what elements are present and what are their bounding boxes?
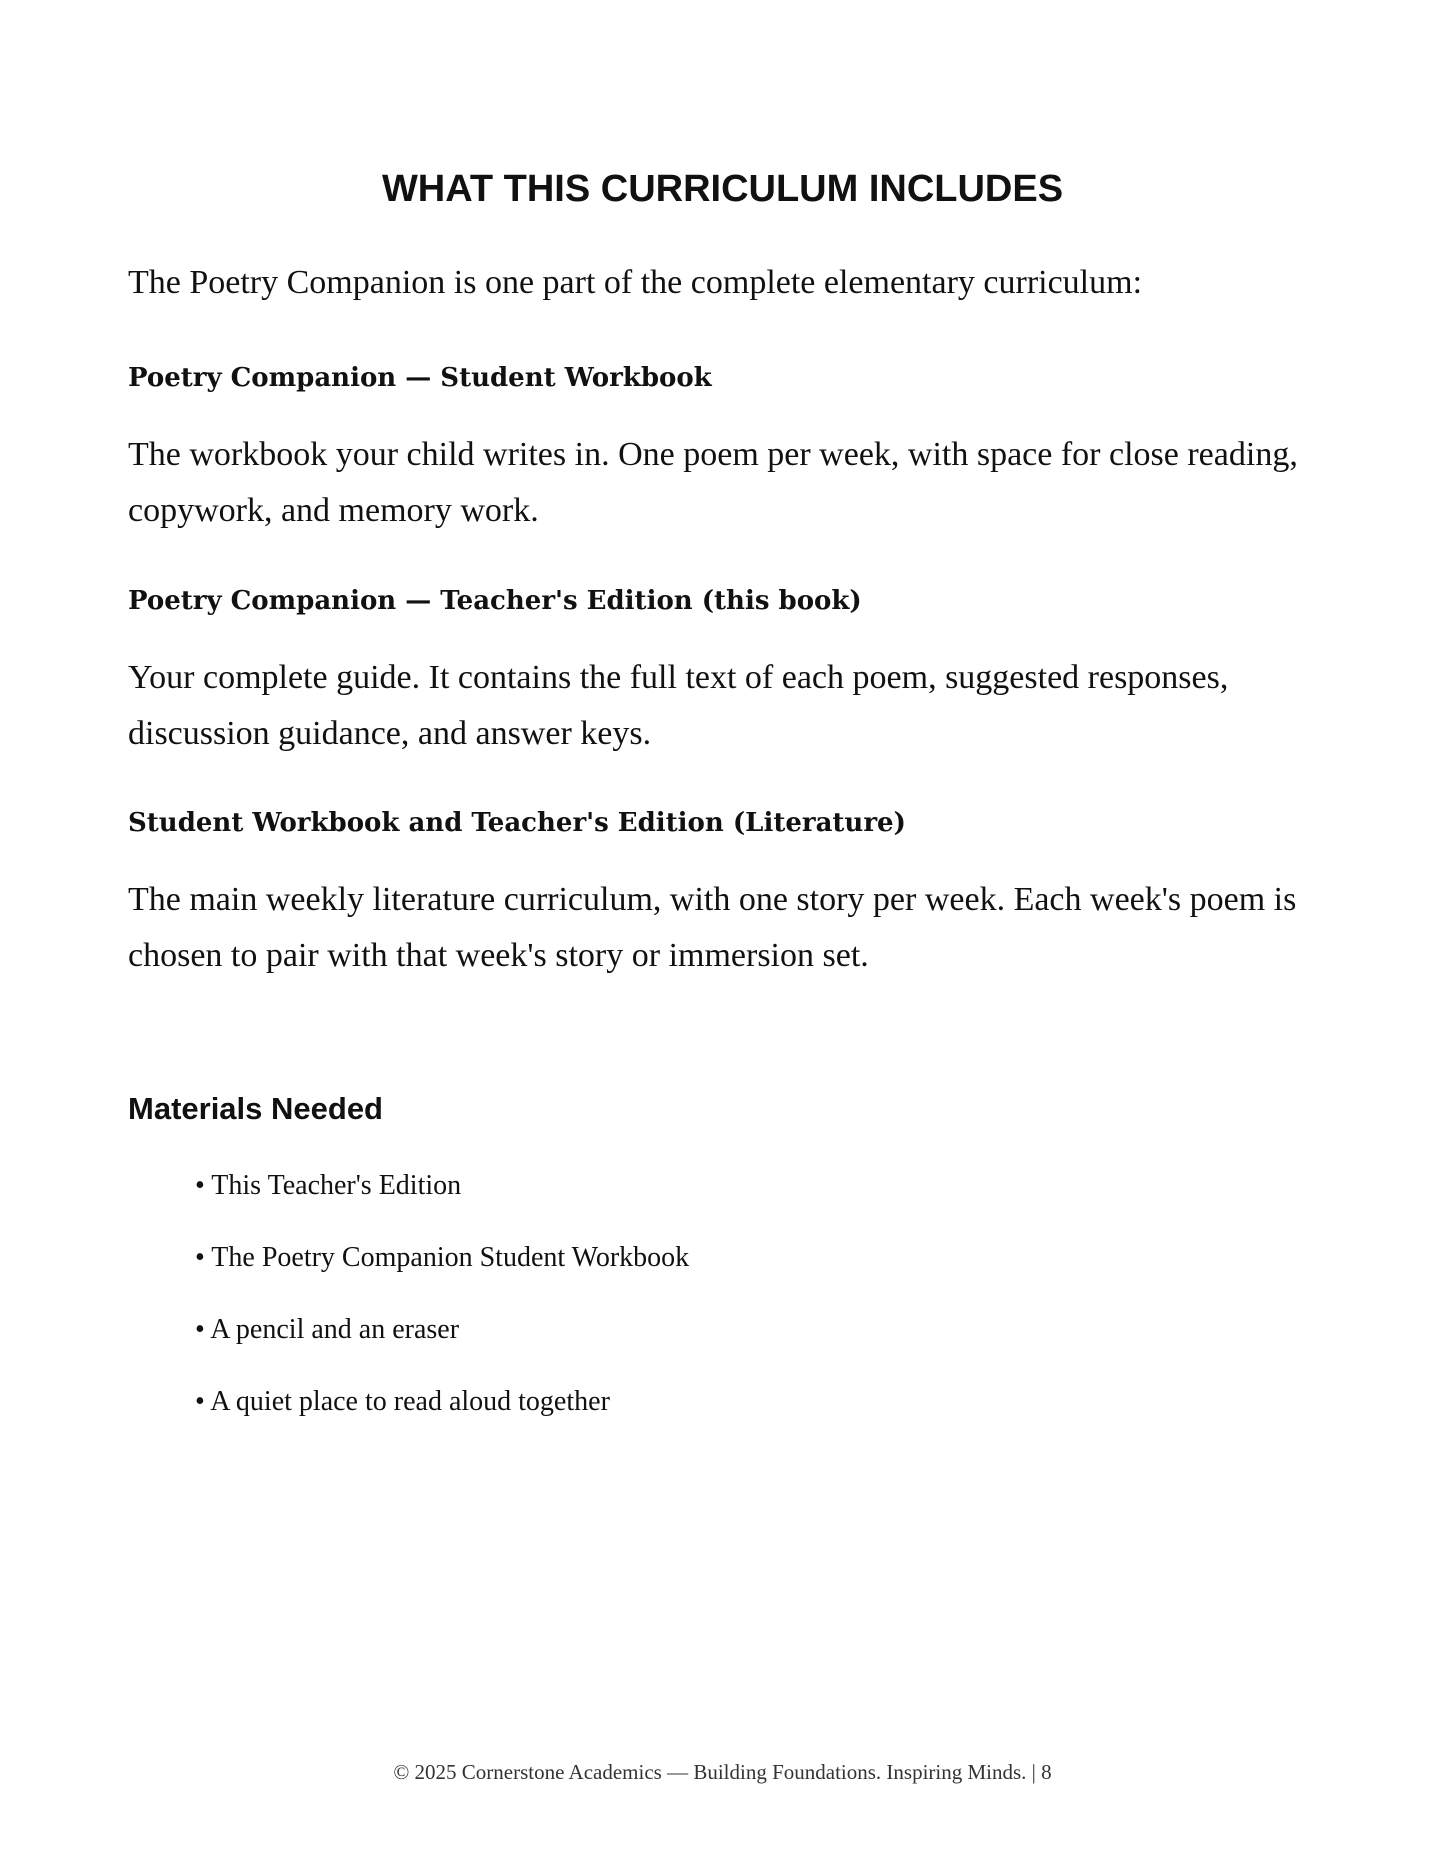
materials-heading: Materials Needed xyxy=(128,1091,383,1126)
item-body-literature: The main weekly literature curriculum, with one story per week. Each week's poem is chosen to pair with that week's story or immersion set. xyxy=(128,881,1297,974)
page-title: WHAT THIS CURRICULUM INCLUDES xyxy=(381,168,1064,210)
list-item: • A quiet place to read aloud together xyxy=(195,1386,610,1417)
item-heading-literature: Student Workbook and Teacher's Edition (Literature) xyxy=(128,808,906,838)
list-item: • The Poetry Companion Student Workbook xyxy=(195,1242,690,1273)
page-footer: © 2025 Cornerstone Academics — Building Foundations. Inspiring Minds. | 8 xyxy=(393,1760,1052,1784)
list-item: • This Teacher's Edition xyxy=(195,1170,462,1201)
item-heading-student-workbook: Poetry Companion — Student Workbook xyxy=(128,363,712,393)
item-body-student-workbook: The workbook your child writes in. One poem per week, with space for close reading, copywork, and memory work. xyxy=(128,436,1298,529)
item-body-teachers-edition: Your complete guide. It contains the full text of each poem, suggested responses, discussion guidance, and answer keys. xyxy=(128,659,1229,752)
intro-paragraph: The Poetry Companion is one part of the complete elementary curriculum: xyxy=(128,264,1143,301)
list-item: • A pencil and an eraser xyxy=(195,1314,460,1345)
item-heading-teachers-edition: Poetry Companion — Teacher's Edition (this book) xyxy=(128,586,862,616)
materials-list xyxy=(195,1172,689,1460)
